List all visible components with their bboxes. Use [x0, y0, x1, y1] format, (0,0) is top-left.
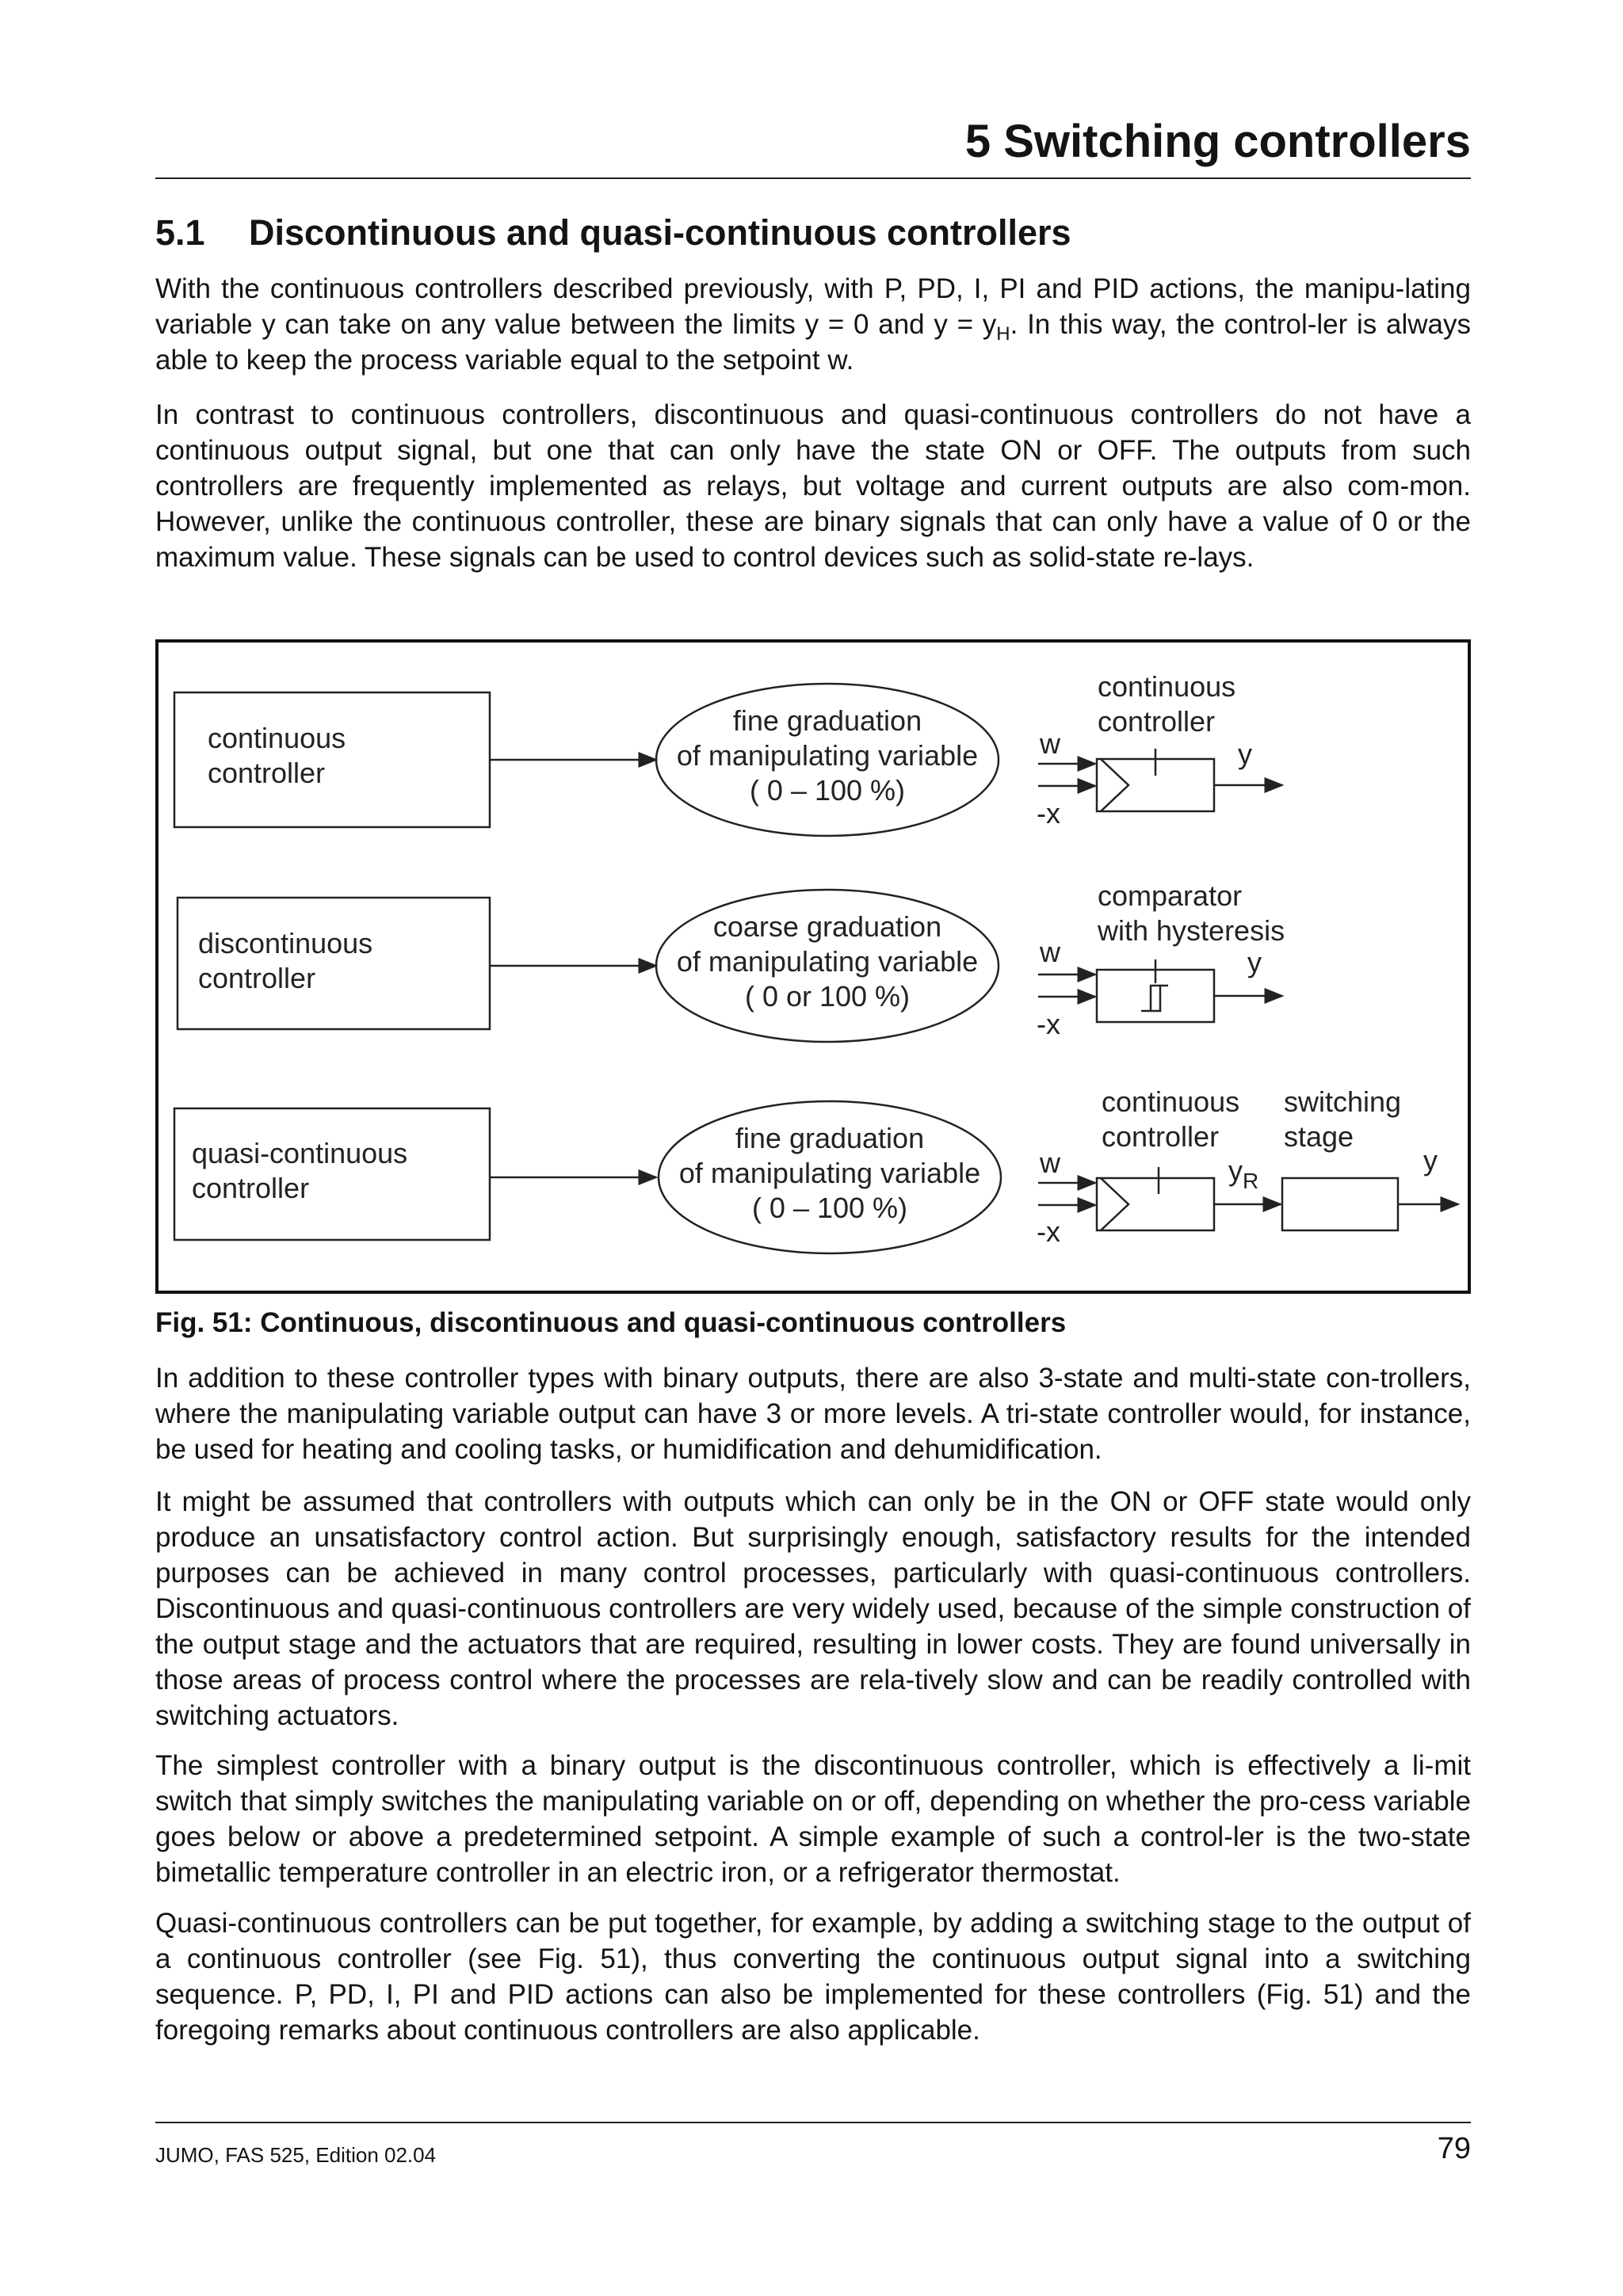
chapter-title: 5 Switching controllers	[964, 116, 1471, 167]
row-discontinuous	[178, 879, 1285, 1042]
ellipse-line2: of manipulating variable	[678, 1157, 981, 1189]
ellipse-line3: ( 0 or 100 %)	[744, 980, 911, 1013]
row-quasi-continuous	[174, 1085, 1458, 1253]
body-paragraph-5: The simplest controller with a binary output is the discontinuous controller, which is effectively a li-mit switch that simply switches the manipulating variable on or off, depending on whether the pro-cess variable goes below or above a predetermined setpoint. A simple example of such a control-ler is the two-state bimetallic temperature controller in an electric iron, or a refrigerator thermostat.	[155, 1750, 1471, 1888]
ellipse-line3: ( 0 – 100 %)	[749, 774, 906, 807]
switching-stage-block	[1282, 1178, 1398, 1230]
body-paragraph-3: In addition to these controller types with binary outputs, there are also 3-state and multi-state con-trollers, where the manipulating variable output can have 3 or more levels. A tri-state controller would, for instance, be used for heating and cooling tasks, or humidification and dehumidification.	[155, 1363, 1471, 1465]
header-rule	[155, 177, 1471, 179]
block-label-line1: comparator	[1098, 879, 1243, 912]
hysteresis-icon	[1141, 986, 1168, 1011]
row-continuous	[174, 670, 1282, 836]
ellipse-line1: fine graduation	[732, 704, 922, 737]
figure-51	[155, 639, 1471, 1294]
amplifier-triangle	[1101, 759, 1128, 811]
block-label-line2: with hysteresis	[1098, 914, 1285, 947]
ellipse-line2: of manipulating variable	[676, 739, 979, 772]
input-x-label: -x	[1037, 797, 1060, 830]
block-label-line2: controller	[1098, 705, 1216, 738]
input-w-label: w	[1040, 936, 1060, 968]
block-label-line1: continuous	[1098, 670, 1236, 703]
intermediate-yr-label: $y_R$	[1228, 1154, 1259, 1193]
intro-paragraph-1: With the continuous controllers described previously, with P, PD, I, PI and PID actions, the manipu-lating variable y can take on any value between the limits y = 0 and $y = y_H$. In this way, the control-ler is always able to keep the process variable equal to the setpoint w.	[155, 273, 1471, 376]
controller-block	[1097, 1178, 1214, 1230]
body-paragraph-4: It might be assumed that controllers with outputs which can only be in the ON or OFF state would only produce an unsatisfactory control action. But surprisingly enough, satisfactory results for the intended purposes can be achieved in many control processes, particularly with quasi-continuous controllers. Discontinuous and quasi-continuous controllers are very widely used, because of the simple construction of the output stage and the actuators that are required, resulting in lower costs. They are found universally in those areas of process control where the processes are rela-tively slow and can be readily controlled with switching actuators.	[155, 1486, 1471, 1731]
page-number: 79	[1437, 2132, 1471, 2165]
box-label-line2: controller	[198, 962, 316, 994]
intro-paragraph-2: In contrast to continuous controllers, discontinuous and quasi-continuous controllers do not have a continuous output signal, but one that can only have the state ON or OFF. The outputs from such controllers are frequently implemented as relays, but voltage and current outputs are also com-mon. However, unlike the continuous controller, these are binary signals that can only have a value of 0 or the maximum value. These signals can be used to control devices such as solid-state re-lays.	[155, 399, 1471, 573]
ellipse-line1: coarse graduation	[712, 910, 942, 943]
footer-rule	[155, 2122, 1471, 2123]
figure-caption: Fig. 51: Continuous, discontinuous and quasi-continuous controllers	[155, 1307, 1067, 1338]
block-label-line1: continuous	[1102, 1085, 1240, 1118]
input-w-label: w	[1040, 727, 1060, 760]
section-number: 5.1	[155, 212, 205, 253]
stage-label-line1: switching	[1284, 1085, 1402, 1118]
stage-label-line2: stage	[1284, 1120, 1354, 1153]
block-label-line2: controller	[1102, 1120, 1220, 1153]
box-label-line1: quasi-continuous	[192, 1137, 408, 1169]
body-paragraph-6: Quasi-continuous controllers can be put together, for example, by adding a switching stage to the output of a continuous controller (see Fig. 51), thus converting the continuous output signal into a switching sequence. P, PD, I, PI and PID actions can also be implemented for these controllers (Fig. 51) and the foregoing remarks about continuous controllers are also applicable.	[155, 1908, 1471, 2046]
output-y-label: y	[1238, 738, 1252, 770]
section-heading	[155, 212, 1071, 254]
box-label-line1: continuous	[208, 722, 346, 754]
input-x-label: -x	[1037, 1215, 1060, 1248]
section-title: Discontinuous and quasi-continuous controllers	[249, 212, 1071, 253]
controller-diagram	[158, 643, 1468, 1291]
footer-publication: JUMO, FAS 525, Edition 02.04	[155, 2143, 437, 2167]
ellipse-line1: fine graduation	[735, 1122, 925, 1154]
amplifier-triangle	[1101, 1178, 1128, 1230]
box-label-line1: discontinuous	[198, 927, 373, 959]
ellipse-line2: of manipulating variable	[676, 945, 979, 978]
input-x-label: -x	[1037, 1008, 1060, 1040]
output-y-label: y	[1247, 946, 1262, 978]
ellipse-line3: ( 0 – 100 %)	[751, 1192, 908, 1224]
input-w-label: w	[1040, 1146, 1060, 1179]
box-label-line2: controller	[208, 757, 326, 789]
output-y-label: y	[1423, 1144, 1438, 1177]
box-label-line2: controller	[192, 1172, 310, 1204]
